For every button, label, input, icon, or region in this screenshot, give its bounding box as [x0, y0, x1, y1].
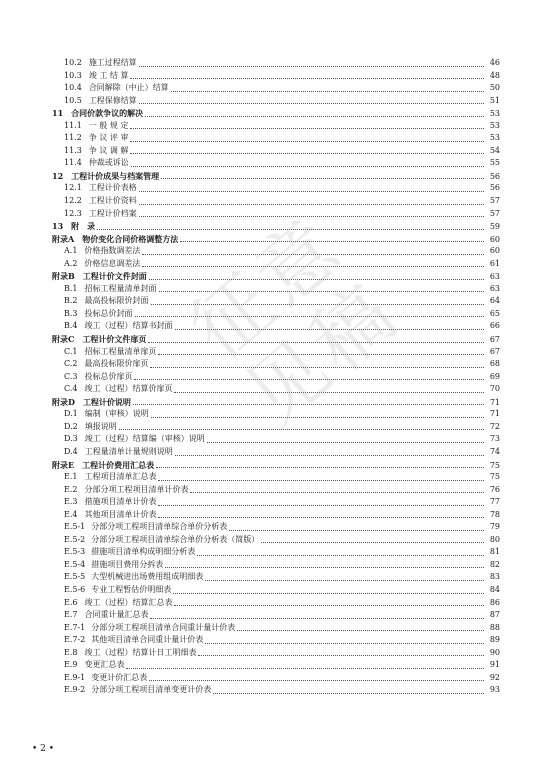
toc-entry-number: E.5-5	[64, 572, 86, 582]
toc-entry-page: 54	[489, 145, 500, 155]
toc-entry-number: 11.4	[64, 158, 82, 168]
toc-entry-number: 12.2	[64, 196, 82, 206]
toc-entry-number: D.1	[64, 409, 78, 419]
toc-entry-title: 变更汇总表	[84, 660, 125, 670]
toc-entry-row	[52, 534, 500, 547]
toc-entry-number: 11.3	[64, 145, 82, 155]
toc-entry-row	[52, 245, 500, 258]
toc-entry-row	[52, 320, 500, 333]
toc-entry-page: 75	[489, 460, 500, 470]
toc-entry-title: 专业工程暂估价明细表	[91, 584, 172, 594]
toc-entry-title: 争 议 调 解	[88, 145, 129, 155]
toc-entry-page: 72	[489, 421, 500, 431]
toc-entry-row	[52, 546, 500, 559]
toc-entry-title: 竣工（过程）结算汇总表	[84, 597, 173, 607]
toc-entry-number: D.3	[64, 434, 78, 444]
toc-chapter-row	[52, 396, 500, 409]
toc-chapter-row	[52, 459, 500, 472]
dot-leader	[134, 379, 484, 380]
toc-entry-number: 11	[52, 108, 64, 119]
toc-entry-title: 仲裁或诉讼	[88, 158, 129, 168]
toc-entry-number: A.2	[64, 258, 78, 268]
toc-entry-row	[52, 258, 500, 271]
toc-entry-number: C.3	[64, 371, 78, 381]
toc-entry-page: 90	[489, 647, 500, 657]
toc-entry-page: 87	[489, 610, 500, 620]
toc-entry-row	[52, 421, 500, 434]
toc-entry-row	[52, 597, 500, 610]
toc-entry-title: 一 般 规 定	[88, 120, 129, 130]
toc-entry-row	[52, 70, 500, 83]
dot-leader	[139, 204, 484, 205]
toc-entry-title: 招标工程量清单封面	[84, 283, 157, 293]
toc-entry-title: 价格信息调差法	[84, 258, 141, 268]
toc-entry-row	[52, 371, 500, 384]
toc-entry-number: B.2	[64, 296, 78, 306]
toc-entry-title: 竣工（过程）结算计日工明细表	[84, 647, 197, 657]
toc-entry-number: E.5-2	[64, 534, 86, 544]
toc-entry-page: 53	[489, 109, 500, 119]
toc-entry-title: 填报说明	[84, 421, 117, 431]
toc-entry-page: 60	[489, 246, 500, 256]
dot-leader	[161, 178, 484, 179]
toc-entry-number: E.9-1	[64, 672, 86, 682]
toc-entry-title: 变更计价汇总表	[91, 672, 148, 682]
toc-entry-page: 66	[489, 321, 500, 331]
toc-entry-title: 竣工（过程）结算书封面	[84, 321, 173, 331]
dot-leader	[150, 618, 484, 619]
toc-entry-title: 分部分项工程项目清单综合单价分析表（简版）	[91, 534, 260, 544]
toc-entry-page: 80	[489, 534, 500, 544]
toc-entry-number: E.7-1	[64, 622, 86, 632]
dot-leader	[213, 693, 484, 694]
toc-entry-title: 工程计价档案	[88, 208, 137, 218]
toc-entry-number: 附录C	[52, 334, 75, 345]
toc-entry-page: 69	[489, 371, 500, 381]
toc-entry-page: 56	[489, 171, 500, 181]
toc-entry-row	[52, 471, 500, 484]
toc-entry-title: 工程保修结算	[88, 95, 137, 105]
toc-entry-row	[52, 208, 500, 221]
toc-entry-number: E.1	[64, 472, 78, 482]
toc-entry-title: 最高投标限价封面	[84, 296, 149, 306]
toc-entry-page: 65	[489, 308, 500, 318]
toc-entry-page: 68	[489, 359, 500, 369]
dot-leader	[158, 505, 484, 506]
toc-entry-page: 57	[489, 196, 500, 206]
toc-entry-page: 57	[489, 208, 500, 218]
dot-leader	[158, 354, 484, 355]
dot-leader	[165, 567, 484, 568]
toc-entry-title: 工程计价资料	[88, 196, 137, 206]
toc-entry-title: 合同重计量汇总表	[84, 610, 149, 620]
page-number: • 2 •	[32, 744, 55, 754]
toc-entry-number: 附录B	[52, 271, 75, 282]
dot-leader	[139, 66, 484, 67]
toc-entry-row	[52, 634, 500, 647]
dot-leader	[261, 542, 484, 543]
toc-entry-title: 争 议 评 审	[88, 133, 129, 143]
toc-entry-title: 附 录	[71, 221, 96, 232]
toc-entry-row	[52, 346, 500, 359]
dot-leader	[151, 417, 484, 418]
toc-entry-number: 附录E	[52, 459, 75, 470]
dot-leader	[130, 128, 484, 129]
toc-entry-page: 53	[489, 133, 500, 143]
dot-leader	[197, 555, 484, 556]
dot-leader	[130, 141, 484, 142]
toc-entry-title: 分部分项工程项目清单计价表	[84, 484, 189, 494]
toc-entry-number: 12	[52, 170, 64, 181]
toc-entry-title: 大型机械进出场费用组成明细表	[91, 572, 204, 582]
toc-entry-title: 价格指数调差法	[84, 246, 141, 256]
toc-entry-number: 11.1	[64, 120, 82, 130]
toc-entry-row	[52, 132, 500, 145]
toc-entry-page: 92	[489, 672, 500, 682]
dot-leader	[131, 166, 484, 167]
toc-entry-number: 12.3	[64, 208, 82, 218]
toc-entry-page: 83	[489, 572, 500, 582]
toc-entry-row	[52, 383, 500, 396]
toc-entry-row	[52, 82, 500, 95]
dot-leader	[158, 517, 484, 518]
toc-entry-row	[52, 120, 500, 133]
toc-entry-page: 67	[489, 346, 500, 356]
toc-entry-title: 措施项目费用分拆表	[91, 559, 164, 569]
toc-chapter-row	[52, 107, 500, 120]
toc-entry-number: 10.4	[64, 83, 82, 93]
dot-leader	[205, 643, 484, 644]
toc-entry-row	[52, 195, 500, 208]
toc-entry-page: 88	[489, 622, 500, 632]
toc-entry-row	[52, 145, 500, 158]
toc-entry-number: E.8	[64, 647, 78, 657]
dot-leader	[148, 342, 484, 343]
toc-entry-page: 86	[489, 597, 500, 607]
toc-entry-title: 分部分项工程项目清单合同重计量计价表	[91, 622, 236, 632]
toc-entry-row	[52, 182, 500, 195]
toc-entry-title: 竣 工 结 算	[88, 70, 129, 80]
toc-entry-row	[52, 484, 500, 497]
dot-leader	[175, 329, 484, 330]
toc-entry-page: 93	[489, 685, 500, 695]
toc-entry-number: 12.1	[64, 183, 82, 193]
dot-leader	[173, 593, 484, 594]
dot-leader	[229, 530, 484, 531]
dot-leader	[150, 367, 484, 368]
dot-leader	[97, 229, 484, 230]
toc-entry-title: 合同解除（中止）结算	[88, 83, 169, 93]
dot-leader	[175, 455, 484, 456]
toc-entry-title: 施工过程结算	[88, 58, 137, 67]
dot-leader	[237, 630, 484, 631]
toc-entry-title: 投标总价扉页	[84, 371, 133, 381]
toc-entry-title: 工程计价说明	[82, 396, 131, 407]
toc-entry-number: 10.5	[64, 95, 82, 105]
toc-entry-number: 附录A	[52, 233, 75, 244]
toc-entry-page: 81	[489, 547, 500, 557]
dot-leader	[142, 266, 484, 267]
toc-entry-title: 工程计价文件扉页	[82, 334, 147, 345]
toc-entry-title: 招标工程量清单扉页	[84, 346, 157, 356]
dot-leader	[130, 153, 484, 154]
dot-leader	[190, 492, 484, 493]
toc-entry-page: 71	[489, 409, 500, 419]
toc-entry-page: 61	[489, 258, 500, 268]
dot-leader	[142, 254, 484, 255]
dot-leader	[174, 392, 484, 393]
toc-entry-page: 74	[489, 446, 500, 456]
toc-entry-number: 13	[52, 221, 64, 232]
toc-chapter-row	[52, 220, 500, 233]
toc-entry-row	[52, 521, 500, 534]
toc-entry-number: E.4	[64, 509, 78, 519]
toc-entry-number: B.3	[64, 308, 78, 318]
toc-entry-row	[52, 95, 500, 108]
toc-entry-page: 64	[489, 296, 500, 306]
toc-entry-title: 其他项目清单合同重计量计价表	[91, 635, 204, 645]
dot-leader	[145, 116, 484, 117]
toc-entry-row	[52, 308, 500, 321]
toc-entry-page: 55	[489, 158, 500, 168]
toc-entry-page: 89	[489, 635, 500, 645]
toc-entry-row	[52, 622, 500, 635]
toc-entry-row	[52, 609, 500, 622]
dot-leader	[119, 429, 484, 430]
toc-entry-number: E.7-2	[64, 635, 86, 645]
dot-leader	[149, 279, 484, 280]
toc-entry-page: 82	[489, 559, 500, 569]
toc-entry-page: 75	[489, 472, 500, 482]
dot-leader	[149, 680, 484, 681]
toc-entry-page: 73	[489, 434, 500, 444]
toc-entry-page: 46	[489, 58, 500, 67]
toc-entry-title: 工程计价表格	[88, 183, 137, 193]
toc-entry-page: 60	[489, 234, 500, 244]
toc-chapter-row	[52, 333, 500, 346]
dot-leader	[151, 304, 484, 305]
toc-entry-title: 措施项目清单计价表	[84, 497, 157, 507]
toc-entry-title: 工程项目清单汇总表	[84, 472, 157, 482]
toc-entry-page: 59	[489, 222, 500, 232]
toc-entry-page: 51	[489, 95, 500, 105]
toc-entry-number: C.1	[64, 346, 78, 356]
toc-entry-title: 工程计价文件封面	[82, 271, 147, 282]
toc-entry-row	[52, 647, 500, 660]
toc-entry-row	[52, 57, 500, 70]
toc-entry-number: E.5-6	[64, 584, 86, 594]
toc-entry-page: 48	[489, 70, 500, 80]
toc-entry-row	[52, 672, 500, 685]
toc-entry-number: E.3	[64, 497, 78, 507]
toc-entry-page: 67	[489, 335, 500, 345]
toc-entry-page: 63	[489, 283, 500, 293]
dot-leader	[171, 91, 484, 92]
dot-leader	[158, 480, 484, 481]
toc-entry-number: E.5-3	[64, 547, 86, 557]
dot-leader	[207, 442, 484, 443]
toc-entry-number: D.2	[64, 421, 78, 431]
toc-entry-page: 70	[489, 384, 500, 394]
toc-chapter-row	[52, 270, 500, 283]
dot-leader	[205, 580, 484, 581]
toc-entry-page: 63	[489, 272, 500, 282]
toc-entry-row	[52, 433, 500, 446]
toc-entry-title: 分部分项工程项目清单变更计价表	[91, 685, 212, 695]
toc-entry-title: 工程计价费用汇总表	[82, 459, 155, 470]
toc-entry-number: 附录D	[52, 396, 75, 407]
dot-leader	[198, 655, 484, 656]
toc-entry-number: 11.2	[64, 133, 82, 143]
toc-entry-page: 53	[489, 120, 500, 130]
toc-entry-title: 合同价款争议的解决	[71, 108, 144, 119]
toc-entry-number: D.4	[64, 446, 78, 456]
toc-entry-page: 79	[489, 522, 500, 532]
toc-entry-page: 71	[489, 397, 500, 407]
toc-entry-title: 其他项目清单计价表	[84, 509, 157, 519]
toc-entry-number: 10.2	[64, 58, 82, 67]
dot-leader	[180, 241, 484, 242]
toc-entry-number: B.4	[64, 321, 78, 331]
toc-entry-page: 56	[489, 183, 500, 193]
toc-entry-number: E.5-1	[64, 522, 86, 532]
dot-leader	[174, 605, 484, 606]
toc-entry-page: 50	[489, 83, 500, 93]
dot-leader	[139, 103, 484, 104]
toc-entry-row	[52, 659, 500, 672]
toc-entry-row	[52, 446, 500, 459]
toc-entry-row	[52, 509, 500, 522]
watermark: 征意见稿	[174, 200, 417, 443]
toc-entry-number: 10.3	[64, 70, 82, 80]
toc-entry-row	[52, 295, 500, 308]
toc-chapter-row	[52, 233, 500, 246]
toc-entry-title: 编制（审核）说明	[84, 409, 149, 419]
toc-entry-title: 竣工（过程）结算编（审核）说明	[84, 434, 205, 444]
toc-entry-title: 最高投标限价扉页	[84, 359, 149, 369]
dot-leader	[139, 191, 484, 192]
dot-leader	[135, 316, 484, 317]
toc-entry-row	[52, 283, 500, 296]
dot-leader	[130, 78, 484, 79]
toc-entry-title: 工程计价成果与档案管理	[71, 170, 160, 181]
toc-entry-number: E.7	[64, 610, 78, 620]
toc-entry-number: A.1	[64, 246, 78, 256]
toc-entry-number: E.6	[64, 597, 78, 607]
toc-entry-number: C.2	[64, 359, 78, 369]
toc-entry-number: E.2	[64, 484, 78, 494]
toc-entry-page: 91	[489, 660, 500, 670]
toc-entry-page: 84	[489, 584, 500, 594]
toc-entry-row	[52, 684, 500, 697]
toc-entry-number: E.5-4	[64, 559, 86, 569]
toc-entry-row	[52, 358, 500, 371]
toc-chapter-row	[52, 170, 500, 183]
dot-leader	[126, 668, 484, 669]
toc-entry-row	[52, 571, 500, 584]
toc-entry-row	[52, 559, 500, 572]
toc-entry-page: 77	[489, 497, 500, 507]
toc-entry-title: 投标总价封面	[84, 308, 133, 318]
toc-entry-row	[52, 408, 500, 421]
toc-entry-row	[52, 496, 500, 509]
toc-entry-page: 76	[489, 484, 500, 494]
dot-leader	[156, 467, 484, 468]
dot-leader	[133, 404, 484, 405]
table-of-contents	[52, 57, 500, 697]
toc-entry-row	[52, 157, 500, 170]
toc-entry-title: 分部分项工程项目清单综合单价分析表	[91, 522, 228, 532]
toc-entry-title: 工程量清单计量规则说明	[84, 446, 173, 456]
toc-entry-number: B.1	[64, 283, 78, 293]
dot-leader	[139, 216, 484, 217]
dot-leader	[159, 291, 484, 292]
toc-entry-title: 措施项目清单构成明细分析表	[91, 547, 196, 557]
toc-entry-number: C.4	[64, 384, 78, 394]
toc-entry-page: 78	[489, 509, 500, 519]
toc-entry-title: 物价变化合同价格调整方法	[82, 233, 179, 244]
toc-entry-number: E.9	[64, 660, 78, 670]
toc-entry-title: 竣工（过程）结算价扉页	[84, 384, 173, 394]
toc-entry-row	[52, 584, 500, 597]
toc-entry-number: E.9-2	[64, 685, 86, 695]
